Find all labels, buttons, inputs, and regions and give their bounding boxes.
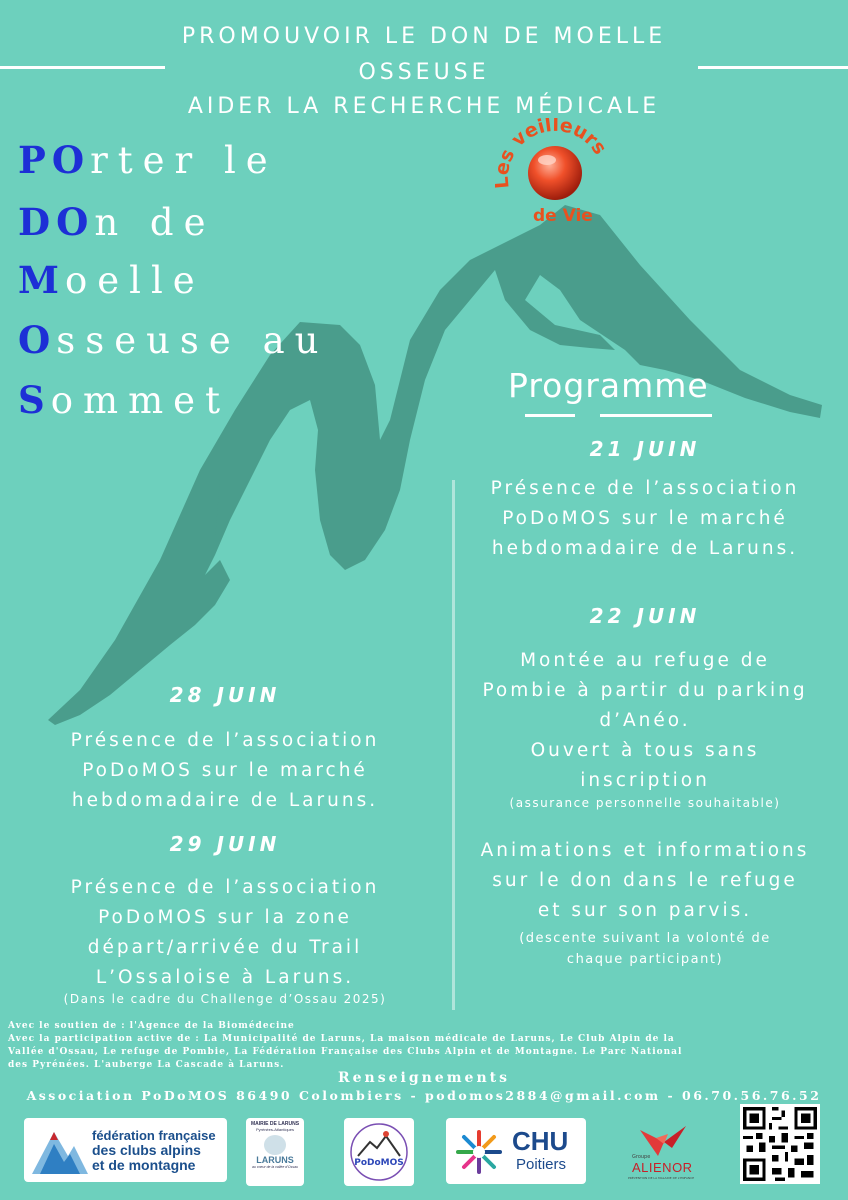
ffcam-logo [24,1118,227,1182]
programme-underline-1 [525,414,575,417]
event-note-29: (Dans le cadre du Challenge d’Ossau 2025) [63,992,387,1006]
poitiers-text: Poitiers [516,1156,567,1173]
chu-poitiers-logo [446,1118,586,1184]
event-text-21: Présence de l’association PoDoMOS sur le marché hebdomadaire de Laruns. [490,478,800,559]
event-text-28: Présence de l’association PoDoMOS sur le marché hebdomadaire de Laruns. [70,730,380,811]
header-line-3: AIDER LA RECHERCHE MÉDICALE [187,94,661,119]
programme-title: Programme [508,366,709,405]
alienor-line-3: PRÉVENTION DE LA MALADIE DE L'ENFANCE [628,1176,695,1180]
svg-text:Les veilleurs: s veilleurs [495,118,611,166]
podomos-logo [344,1118,414,1186]
event-text-22b: Animations et informations sur le don dans le refuge et sur son parvis. [480,840,810,921]
event-date-21: 21 JUIN [589,437,701,461]
acronym-line-2: DOn de [18,200,216,244]
header-line-1: PROMOUVOIR LE DON DE MOELLE [181,24,667,49]
header-divider-right [698,66,848,69]
event-text-22: Montée au refuge de Pombie à partir du parking d’Anéo. Ouvert à tous sans inscription [482,650,808,791]
contact-line: Association PoDoMOS 86490 Colombiers - podomos2884@gmail.com - 06.70.56.76.52 [26,1088,822,1103]
event-note-22: (assurance personnelle souhaitable) [509,796,781,810]
event-date-22: 22 JUIN [589,604,701,628]
mountain-logo-icon [30,1126,90,1176]
mairie-line-3: LARUNS [256,1155,294,1165]
acronym-line-1: POrter le [18,138,278,182]
contact-title: Renseignements [338,1070,510,1086]
event-date-29: 29 JUIN [169,832,281,856]
ffcam-line-3: et de montagne [92,1157,196,1173]
acronym-line-4: Osseuse au [18,318,329,362]
vertical-divider [452,480,455,1010]
chu-text: CHU [512,1126,569,1156]
event-text-29: Présence de l’association PoDoMOS sur la zone départ/arrivée du Trail L’Ossaloise à Laruns. [70,877,380,988]
event-date-28: 28 JUIN [169,683,281,707]
mairie-line-1: MAIRIE DE LARUNS [250,1121,300,1127]
ffcam-line-2: des clubs alpins [92,1142,201,1158]
alienor-line-2: ALIENOR [632,1160,693,1175]
header-line-2: OSSEUSE [358,60,490,85]
qr-code[interactable] [740,1104,820,1184]
veilleurs-de-vie-logo [495,118,615,228]
mairie-laruns-logo [246,1118,304,1186]
alienor-logo [624,1124,704,1184]
mairie-emblem-icon [264,1135,286,1155]
event-note-22b: (descente suivant la volonté de chaque participant) [519,931,771,967]
chu-burst-icon [454,1128,504,1176]
ffcam-line-1: fédération française [92,1128,216,1143]
mairie-line-2: Pyrénées-Atlantiques [255,1127,295,1132]
svg-text:de Vie: de Vie [533,206,593,226]
acronym-line-3: Moelle [18,258,205,302]
acronym-line-5: Sommet [18,378,230,422]
podomos-logo-text: PoDoMOS [354,1158,404,1168]
support-text: Avec le soutien de : l'Agence de la Biomédecine Avec la participation active de : La Municipalité de Laruns, La maison médicale de Laruns, Le Club Alpin de la Vallée d'Ossau, Le refuge de Pombie, La Fédération Française des Clubs Alpin et de Montagne. Le Parc National des Pyrénées. L'auberge La Cascade à Laruns. [8,1021,683,1070]
bird-icon [638,1124,688,1158]
mairie-line-4: au coeur de la vallée d'Ossau [251,1165,298,1169]
programme-underline-2 [600,414,712,417]
alienor-line-1: Groupe [632,1154,651,1160]
